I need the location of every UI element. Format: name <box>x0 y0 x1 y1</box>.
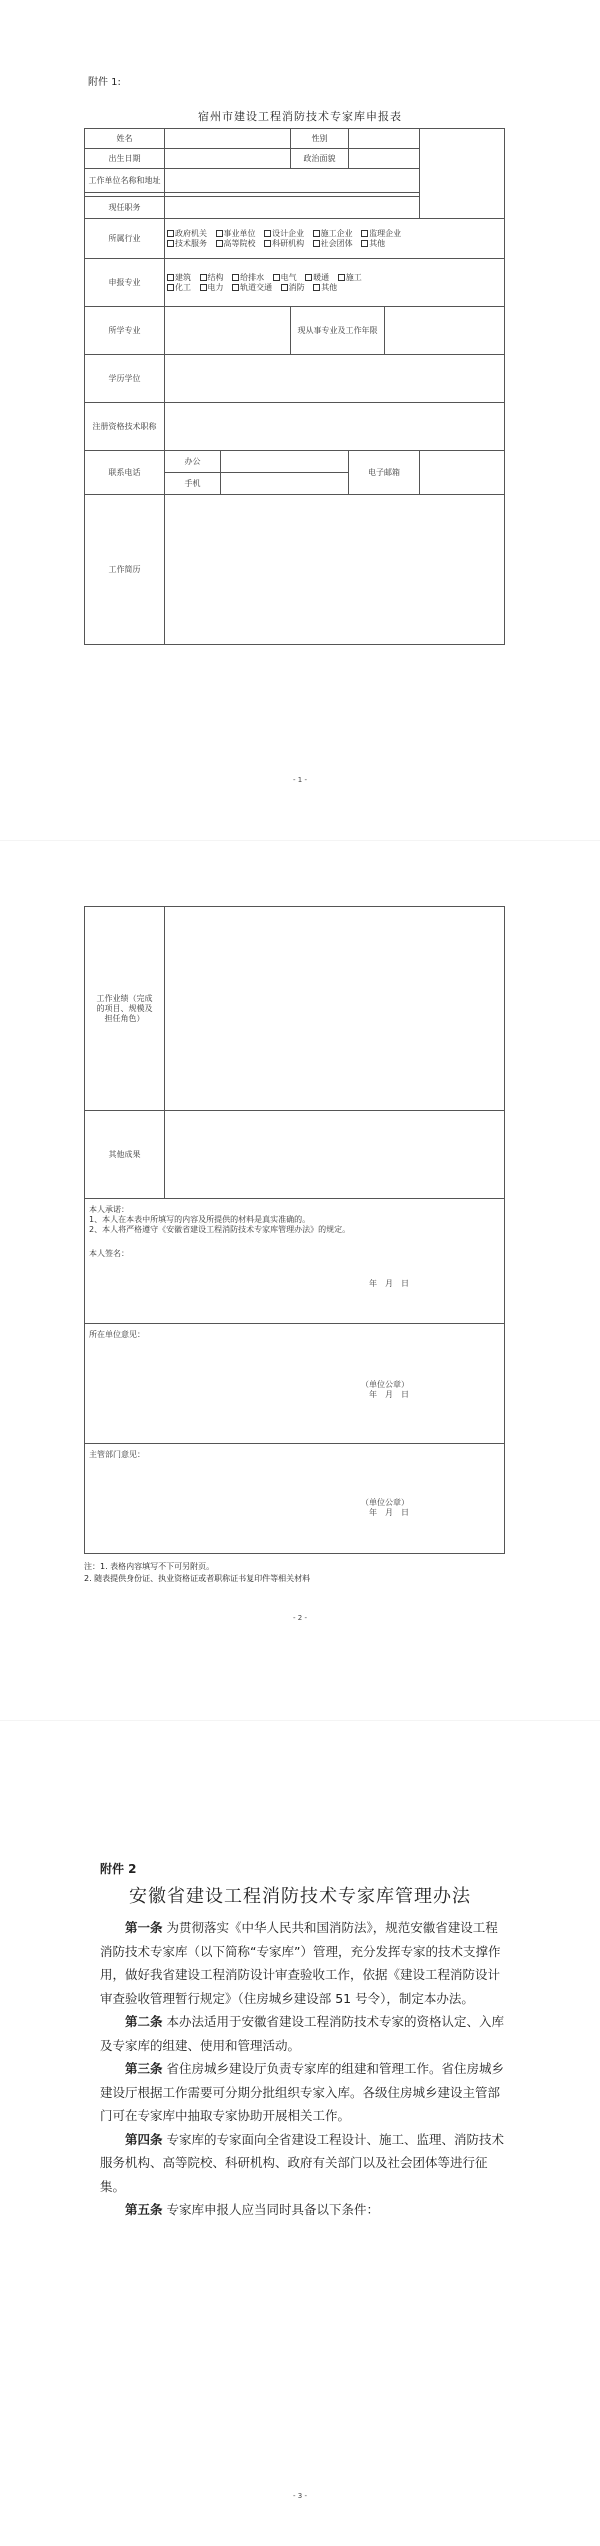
signature-label: 本人签名： <box>89 1249 129 1258</box>
employer-date: 年 月 日 <box>369 1390 409 1399</box>
studied-major-input[interactable] <box>165 307 291 355</box>
industry-option[interactable]: 其他 <box>361 239 385 249</box>
article-heading: 第一条 <box>125 1920 163 1935</box>
attachment-label: 附件 2 <box>100 1862 137 1876</box>
label-mobile: 手机 <box>165 473 221 495</box>
article-text: 专家库申报人应当同时具备以下条件： <box>166 2202 380 2217</box>
article-text: 专家库的专家面向全省建设工程设计、施工、监理、消防技术服务机构、高等院校、科研机构、政府有关部门以及社会团体等进行征集。 <box>100 2131 505 2194</box>
label-gender: 性别 <box>291 129 349 149</box>
label-birth-date: 出生日期 <box>85 149 165 169</box>
label-office: 办公 <box>165 451 221 473</box>
industry-option[interactable]: 高等院校 <box>216 239 256 249</box>
office-input[interactable] <box>221 451 349 473</box>
checkbox-icon <box>264 240 271 247</box>
authority-seal: （单位公章） <box>361 1498 409 1507</box>
email-input[interactable] <box>420 451 505 495</box>
industry-option[interactable]: 设计企业 <box>264 229 304 239</box>
industry-option[interactable]: 事业单位 <box>216 229 256 239</box>
article <box>100 2128 510 2199</box>
checkbox-icon <box>167 240 174 247</box>
checkbox-icon <box>338 274 345 281</box>
article <box>100 1916 510 2010</box>
industry-option[interactable]: 社会团体 <box>313 239 353 249</box>
form-title: 宿州市建设工程消防技术专家库申报表 <box>198 110 402 123</box>
industry-option[interactable]: 监理企业 <box>361 229 401 239</box>
specialty-option[interactable]: 电力 <box>200 283 224 293</box>
label-studied-major: 所学专业 <box>85 307 165 355</box>
regulation-title: 安徽省建设工程消防技术专家库管理办法 <box>129 1886 471 1907</box>
pledge-date: 年 月 日 <box>369 1279 409 1288</box>
photo-area[interactable] <box>420 129 505 219</box>
checkbox-icon <box>361 230 368 237</box>
label-other-results: 其他成果 <box>85 1111 165 1199</box>
employer-seal: （单位公章） <box>361 1380 409 1389</box>
achievements-input[interactable] <box>165 907 505 1111</box>
page-number: - 1 - <box>293 776 307 784</box>
label-current-major: 现从事专业及工作年限 <box>291 307 385 355</box>
article <box>100 2057 510 2128</box>
political-status-input[interactable] <box>349 149 420 169</box>
application-form-continued <box>84 906 505 1554</box>
label-work-history: 工作简历 <box>85 495 165 645</box>
mobile-input[interactable] <box>221 473 349 495</box>
other-results-input[interactable] <box>165 1111 505 1199</box>
form-note: 注：1. 表格内容填写不下可另附页。 <box>84 1562 215 1571</box>
employer-input[interactable] <box>165 169 420 193</box>
checkbox-icon <box>313 240 320 247</box>
checkbox-icon <box>313 230 320 237</box>
checkbox-icon <box>264 230 271 237</box>
authority-date: 年 月 日 <box>369 1508 409 1517</box>
employer-opinion-label: 所在单位意见： <box>89 1330 145 1339</box>
authority-opinion-section[interactable] <box>85 1444 505 1554</box>
label-position: 现任职务 <box>85 197 165 219</box>
employer-opinion-section[interactable] <box>85 1324 505 1444</box>
pledge-item: 2、本人将严格遵守《安徽省建设工程消防技术专家库管理办法》的规定。 <box>89 1225 351 1234</box>
checkbox-icon <box>232 274 239 281</box>
checkbox-icon <box>200 284 207 291</box>
label-political-status: 政治面貌 <box>291 149 349 169</box>
checkbox-icon <box>281 284 288 291</box>
specialty-option[interactable]: 暖通 <box>305 273 329 283</box>
birth-date-input[interactable] <box>165 149 291 169</box>
regulation-body <box>100 1916 510 2222</box>
specialty-option[interactable]: 建筑 <box>167 273 191 283</box>
checkbox-icon <box>167 274 174 281</box>
label-specialty: 申报专业 <box>85 259 165 307</box>
industry-option[interactable]: 技术服务 <box>167 239 207 249</box>
work-history-input[interactable] <box>165 495 505 645</box>
page-number: - 3 - <box>293 2492 307 2500</box>
specialty-option[interactable]: 消防 <box>281 283 305 293</box>
label-employer: 工作单位名称和地址 <box>85 169 165 193</box>
article-heading: 第四条 <box>125 2131 163 2147</box>
label-education: 学历学位 <box>85 355 165 403</box>
article-text: 本办法适用于安徽省建设工程消防技术专家的资格认定、入库及专家库的组建、使用和管理活动。 <box>100 2014 505 2053</box>
article-heading: 第三条 <box>125 2061 163 2076</box>
label-phone: 联系电话 <box>85 451 165 495</box>
checkbox-icon <box>273 274 280 281</box>
label-email: 电子邮箱 <box>349 451 420 495</box>
article-heading: 第五条 <box>125 2202 163 2217</box>
specialty-option[interactable]: 电气 <box>273 273 297 283</box>
article-text: 为贯彻落实《中华人民共和国消防法》，规范安徽省建设工程消防技术专家库（以下简称“专家库”）管理，充分发挥专家的技术支撑作用，做好我省建设工程消防设计审查验收工作，依据《建设工程消防设计审查验收管理暂行规定》（住房城乡建设部 51 号令），制定本办法。 <box>100 1920 501 2006</box>
gender-input[interactable] <box>349 129 420 149</box>
specialty-option[interactable]: 施工 <box>338 273 362 283</box>
application-form <box>84 128 505 645</box>
pledge-title: 本人承诺： <box>89 1205 129 1214</box>
checkbox-icon <box>167 230 174 237</box>
pledge-section <box>85 1199 505 1324</box>
checkbox-icon <box>361 240 368 247</box>
page-divider <box>0 840 600 841</box>
industry-option[interactable]: 科研机构 <box>264 239 304 249</box>
checkbox-icon <box>200 274 207 281</box>
education-input[interactable] <box>165 355 505 403</box>
industry-option[interactable]: 政府机关 <box>167 229 207 239</box>
checkbox-icon <box>167 284 174 291</box>
form-note: 2. 随表提供身份证、执业资格证或者职称证书复印件等相关材料 <box>84 1574 311 1583</box>
specialty-option[interactable]: 结构 <box>200 273 224 283</box>
qualification-input[interactable] <box>165 403 505 451</box>
checkbox-icon <box>216 240 223 247</box>
specialty-option[interactable]: 化工 <box>167 283 191 293</box>
article <box>100 2010 510 2057</box>
current-major-input[interactable] <box>385 307 505 355</box>
name-input[interactable] <box>165 129 291 149</box>
attachment-label: 附件 1: <box>88 77 121 88</box>
checkbox-icon <box>232 284 239 291</box>
page-divider <box>0 1720 600 1721</box>
specialty-option[interactable]: 其他 <box>313 283 337 293</box>
industry-options <box>165 219 505 259</box>
article <box>100 2198 510 2222</box>
label-industry: 所属行业 <box>85 219 165 259</box>
label-qualification: 注册资格技术职称 <box>85 403 165 451</box>
specialty-option[interactable]: 轨道交通 <box>232 283 272 293</box>
article-text: 省住房城乡建设厅负责专家库的组建和管理工作。省住房城乡建设厅根据工作需要可分期分批组织专家入库。各级住房城乡建设主管部门可在专家库中抽取专家协助开展相关工作。 <box>100 2061 505 2123</box>
checkbox-icon <box>305 274 312 281</box>
specialty-option[interactable]: 给排水 <box>232 273 264 283</box>
specialty-options <box>165 259 505 307</box>
checkbox-icon <box>216 230 223 237</box>
page-number: - 2 - <box>293 1614 307 1622</box>
industry-option[interactable]: 施工企业 <box>313 229 353 239</box>
label-name: 姓名 <box>85 129 165 149</box>
pledge-item: 1、本人在本表中所填写的内容及所提供的材料是真实准确的。 <box>89 1215 311 1224</box>
article-heading: 第二条 <box>125 2014 163 2029</box>
position-input[interactable] <box>165 197 420 219</box>
label-achievements: 工作业绩（完成的项目、规模及担任角色） <box>85 907 165 1111</box>
authority-opinion-label: 主管部门意见： <box>89 1450 145 1459</box>
checkbox-icon <box>313 284 320 291</box>
